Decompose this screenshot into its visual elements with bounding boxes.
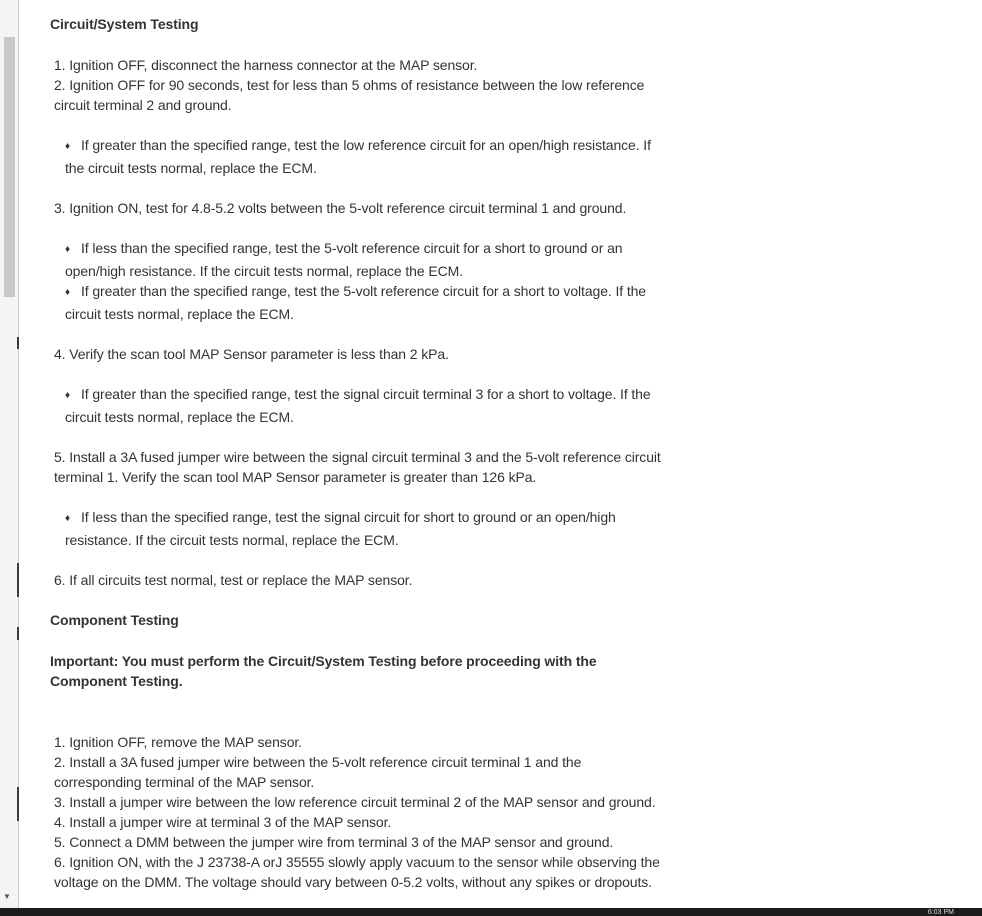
circuit-step-3: 3. Ignition ON, test for 4.8-5.2 volts between the 5-volt reference circuit terminal 1 and ground.: [54, 200, 627, 216]
circuit-step-4: 4. Verify the scan tool MAP Sensor parameter is less than 2 kPa.: [54, 346, 449, 362]
left-scrollbar[interactable]: [0, 0, 19, 908]
bullet-text: If greater than the specified range, test the signal circuit terminal 3 for a short to voltage. If the circuit tests normal, replace the ECM.: [65, 386, 655, 425]
bullet-diamond-icon: ♦: [65, 141, 71, 152]
gutter-marker: [17, 563, 19, 597]
circuit-step-2-bullet: [50, 135, 666, 178]
gutter-marker: [17, 627, 19, 640]
important-note: Important: You must perform the Circuit/System Testing before proceeding with the Component Testing.: [50, 653, 601, 689]
circuit-step-2: 2. Ignition OFF for 90 seconds, test for less than 5 ohms of resistance between the low reference circuit terminal 2 and ground.: [54, 77, 649, 113]
circuit-step-3-bullet-1: [50, 238, 666, 281]
component-step-4: 4. Install a jumper wire at terminal 3 of the MAP sensor.: [54, 814, 392, 830]
bullet-diamond-icon: ♦: [65, 513, 71, 524]
circuit-step-5-bullet: [50, 507, 666, 550]
scroll-down-arrow-icon[interactable]: ▼: [3, 892, 11, 901]
bullet-text: If greater than the specified range, test the 5-volt reference circuit for a short to voltage. If the circuit tests normal, replace the ECM.: [65, 283, 650, 322]
circuit-step-1: 1. Ignition OFF, disconnect the harness connector at the MAP sensor.: [54, 57, 478, 73]
bullet-text: If greater than the specified range, test the low reference circuit for an open/high resistance. If the circuit tests normal, replace the ECM.: [65, 137, 655, 176]
section-heading-component-testing: Component Testing: [50, 612, 179, 628]
bullet-diamond-icon: ♦: [65, 244, 71, 255]
component-step-5: 5. Connect a DMM between the jumper wire from terminal 3 of the MAP sensor and ground.: [54, 834, 614, 850]
taskbar-clock[interactable]: 6:03 PM: [927, 909, 954, 916]
bullet-text: If less than the specified range, test the signal circuit for short to ground or an open/high resistance. If the circuit tests normal, replace the ECM.: [65, 509, 620, 548]
gutter-marker: [17, 337, 19, 349]
component-step-2: 2. Install a 3A fused jumper wire between the 5-volt reference circuit terminal 1 and the corresponding terminal of the MAP sensor.: [54, 754, 586, 790]
circuit-step-5: 5. Install a 3A fused jumper wire between the signal circuit terminal 3 and the 5-volt reference circuit terminal 1. Verify the scan tool MAP Sensor parameter is greater than 126 kPa.: [54, 449, 665, 485]
bullet-diamond-icon: ♦: [65, 287, 71, 298]
taskbar: [0, 908, 982, 916]
component-step-3: 3. Install a jumper wire between the low reference circuit terminal 2 of the MAP sensor and ground.: [54, 794, 656, 810]
circuit-step-6: 6. If all circuits test normal, test or replace the MAP sensor.: [54, 572, 413, 588]
bullet-text: If less than the specified range, test the 5-volt reference circuit for a short to ground or an open/high resistance. If the circuit tests normal, replace the ECM.: [65, 240, 627, 279]
document-content: [50, 14, 666, 892]
gutter-marker: [17, 787, 19, 821]
circuit-step-4-bullet: [50, 384, 666, 427]
component-step-6: 6. Ignition ON, with the J 23738-A orJ 35555 slowly apply vacuum to the sensor while observing the voltage on the DMM. The voltage should vary between 0-5.2 volts, without any spikes or dropouts.: [54, 854, 664, 890]
section-heading-circuit-system-testing: Circuit/System Testing: [50, 16, 199, 32]
circuit-step-3-bullet-2: [50, 281, 666, 324]
bullet-diamond-icon: ♦: [65, 390, 71, 401]
scrollbar-thumb[interactable]: [4, 37, 15, 297]
component-step-1: 1. Ignition OFF, remove the MAP sensor.: [54, 734, 302, 750]
